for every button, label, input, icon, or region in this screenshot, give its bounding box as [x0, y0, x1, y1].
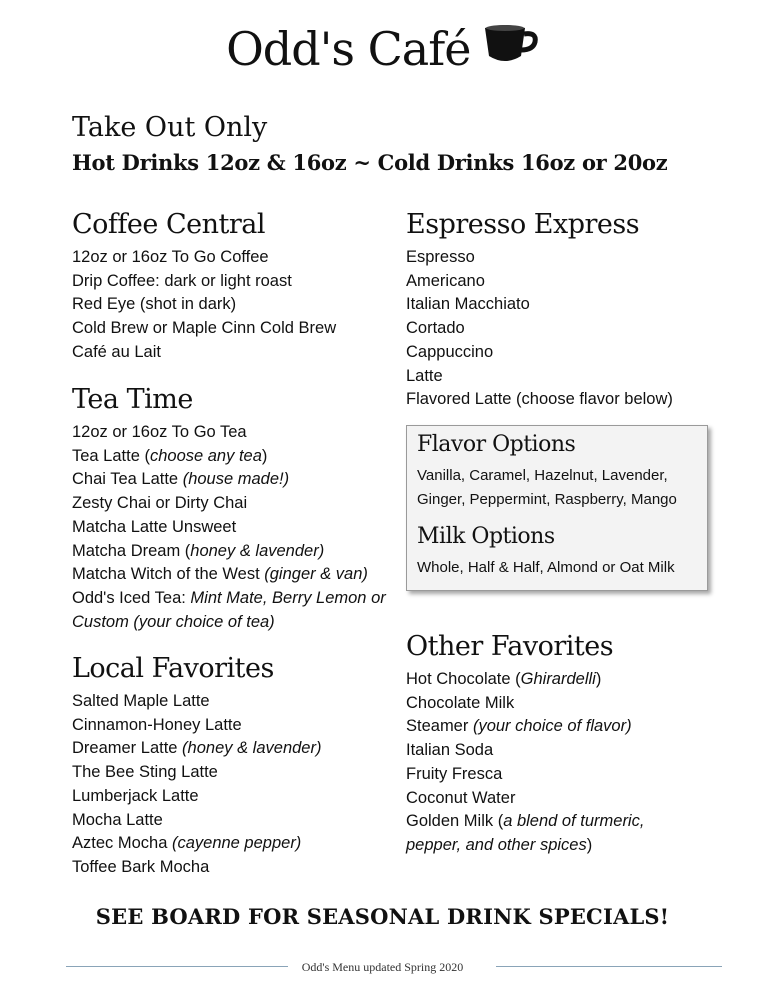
list-item — [72, 714, 321, 738]
page-title: Take Out Only — [72, 112, 268, 143]
item-name: Matcha Latte Unsweet — [72, 517, 237, 536]
list-item — [406, 810, 696, 857]
item-name: Dreamer Latte — [72, 739, 183, 758]
item-name: Matcha Dream ( — [72, 541, 191, 560]
menu-list — [72, 690, 321, 880]
item-tail: ) — [586, 835, 593, 854]
list-item — [72, 540, 392, 564]
item-note: honey & lavender) — [190, 541, 325, 560]
item-name: Toffee Bark Mocha — [72, 857, 210, 876]
list-item: Red Eye (shot in dark) — [72, 295, 237, 314]
item-note: a blend of turmeric, pepper, and other spices — [406, 812, 645, 854]
list-item — [72, 445, 392, 469]
item-tail: ) — [595, 670, 602, 688]
section-heading: Tea Time — [72, 384, 193, 415]
flavor-options-heading: Flavor Options — [417, 432, 576, 457]
list-item: Italian Macchiato — [406, 295, 530, 314]
item-name: Chocolate Milk — [406, 693, 515, 712]
item-name: Tea Latte ( — [72, 446, 150, 465]
item-name: Cinnamon-Honey Latte — [72, 715, 242, 734]
section-heading: Coffee Central — [72, 209, 265, 240]
list-item — [406, 763, 706, 787]
local-favorites-section — [72, 652, 321, 880]
list-item — [72, 785, 321, 809]
item-note: (cayenne pepper) — [171, 834, 302, 853]
section-heading: Espresso Express — [406, 209, 640, 240]
list-item — [72, 690, 321, 714]
item-name: The Bee Sting Latte — [72, 763, 218, 782]
item-name: Golden Milk ( — [406, 812, 504, 831]
footer-text: Odd's Menu updated Spring 2020 — [294, 960, 471, 974]
menu-list — [72, 246, 336, 365]
item-name: Salted Maple Latte — [72, 692, 210, 710]
list-item: Espresso — [406, 248, 475, 266]
item-note: (house made!) — [182, 470, 290, 489]
list-item — [72, 761, 321, 785]
item-name: Coconut Water — [406, 788, 516, 807]
list-item — [406, 787, 706, 811]
list-item — [406, 739, 706, 763]
list-item: Drip Coffee: dark or light roast — [72, 271, 292, 290]
list-item — [72, 468, 392, 492]
item-name: Zesty Chai or Dirty Chai — [72, 494, 248, 513]
other-favorites-section — [406, 630, 706, 858]
item-name: Matcha Witch of the West — [72, 565, 265, 584]
item-name: Fruity Fresca — [406, 764, 503, 783]
item-name: Lumberjack Latte — [72, 786, 199, 805]
list-item: Cappuccino — [406, 342, 494, 361]
seasonal-specials-banner: SEE BOARD FOR SEASONAL DRINK SPECIALS! — [95, 904, 670, 929]
item-note: Mint Mate, Berry Lemon or Custom (your choice of tea) — [72, 588, 386, 631]
item-name: Italian Soda — [406, 741, 494, 760]
list-item: Cold Brew or Maple Cinn Cold Brew — [72, 319, 337, 338]
list-item — [72, 492, 392, 516]
item-name: Aztec Mocha — [72, 834, 172, 853]
milk-options-text: Whole, Half & Half, Almond or Oat Milk — [417, 559, 675, 576]
tea-time-section — [72, 383, 392, 634]
menu-list — [72, 421, 392, 634]
item-note: (ginger & van) — [264, 565, 368, 584]
options-box — [406, 425, 708, 591]
logo-text: Odd's Café — [226, 22, 471, 76]
footer — [0, 958, 765, 976]
menu-list — [406, 246, 673, 412]
list-item — [72, 856, 321, 880]
item-name: Chai Tea Latte — [72, 470, 183, 489]
espresso-express-section — [406, 208, 673, 412]
item-name: Mocha Latte — [72, 810, 163, 829]
list-item — [72, 563, 392, 587]
item-note: (your choice of flavor) — [472, 717, 632, 736]
list-item: Latte — [406, 366, 443, 385]
item-name: 12oz or 16oz To Go Tea — [72, 423, 247, 441]
menu-list — [406, 668, 706, 858]
list-item — [406, 692, 706, 716]
item-note: choose any tea — [149, 446, 262, 465]
section-heading: Other Favorites — [406, 631, 614, 662]
item-name: Odd's Iced Tea: — [72, 588, 191, 607]
cafe-logo — [0, 22, 765, 76]
list-item: Flavored Latte (choose flavor below) — [406, 390, 673, 409]
item-name: Hot Chocolate ( — [406, 670, 521, 688]
list-item — [72, 587, 387, 634]
coffee-central-section — [72, 208, 336, 365]
list-item: Americano — [406, 271, 485, 290]
list-item — [406, 668, 706, 692]
section-heading: Local Favorites — [72, 653, 274, 684]
list-item: Café au Lait — [72, 342, 161, 361]
list-item — [72, 421, 392, 445]
milk-options-heading: Milk Options — [417, 524, 555, 549]
list-item: Cortado — [406, 319, 465, 338]
list-item — [72, 809, 321, 833]
list-item — [72, 832, 321, 856]
list-item — [406, 715, 706, 739]
item-note: (honey & lavender) — [182, 739, 322, 758]
item-note: Ghirardelli — [520, 670, 596, 688]
list-item: 12oz or 16oz To Go Coffee — [72, 248, 269, 266]
item-name: Steamer — [406, 717, 473, 736]
coffee-cup-icon — [481, 22, 539, 71]
flavor-options-text: Vanilla, Caramel, Hazelnut, Lavender, Ginger, Peppermint, Raspberry, Mango — [417, 467, 677, 508]
item-tail: ) — [261, 446, 268, 465]
size-info: Hot Drinks 12oz & 16oz ~ Cold Drinks 16oz or 20oz — [72, 150, 668, 175]
list-item — [72, 516, 392, 540]
list-item — [72, 737, 321, 761]
